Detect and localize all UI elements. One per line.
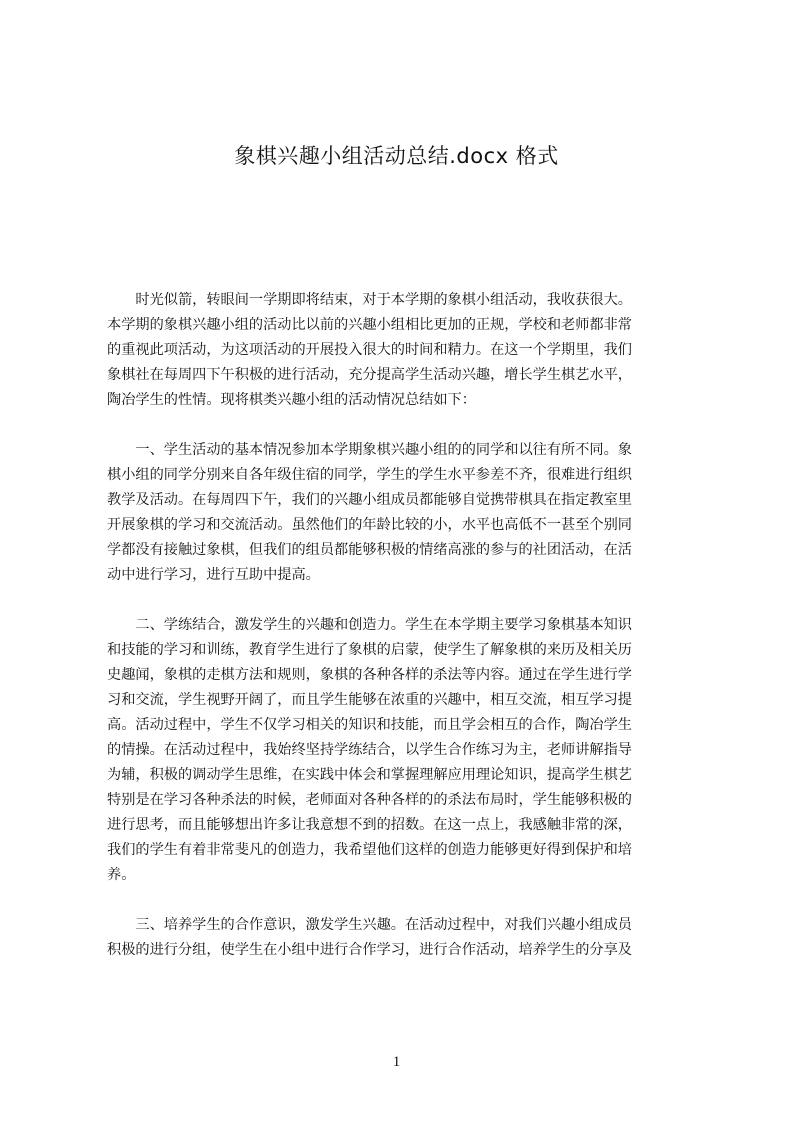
- text-line: 陶冶学生的性情。现将棋类兴趣小组的活动情况总结如下：: [107, 392, 476, 408]
- text-line: 学都没有接触过象棋，但我们的组员都能够积极的情绪高涨的参与的社团活动，在活: [107, 542, 632, 558]
- text-line: 象棋社在每周四下午积极的进行活动，充分提高学生活动兴趣，增长学生棋艺水平，: [107, 367, 632, 383]
- paragraph: [107, 288, 699, 413]
- document-body: [107, 288, 699, 988]
- paragraph: [107, 613, 699, 888]
- text-line: 进行思考，而且能够想出许多让我意想不到的招数。在这一点上，我感触非常的深，: [107, 817, 632, 833]
- text-line: 动中进行学习，进行互助中提高。: [107, 567, 320, 583]
- text-line: 时光似箭，转眼间一学期即将结束，对于本学期的象棋小组活动，我收获很大。: [107, 292, 632, 308]
- text-line: 为辅，积极的调动学生思维，在实践中体会和掌握理解应用理论知识，提高学生棋艺: [107, 767, 632, 783]
- text-line: 一、学生活动的基本情况参加本学期象棋兴趣小组的的同学和以往有所不同。象: [107, 442, 632, 458]
- text-line: 史趣闻，象棋的走棋方法和规则，象棋的各种各样的杀法等内容。通过在学生进行学: [107, 667, 632, 683]
- paragraph: [107, 438, 699, 588]
- text-line: 我们的学生有着非常斐凡的创造力，我希望他们这样的创造力能够更好得到保护和培: [107, 842, 632, 858]
- text-line: 特别是在学习各种杀法的时候，老师面对各种各样的的杀法布局时，学生能够积极的: [107, 792, 632, 808]
- text-line: 的重视此项活动，为这项活动的开展投入很大的时间和精力。在这一个学期里，我们: [107, 342, 632, 358]
- text-line: 高。活动过程中，学生不仅学习相关的知识和技能，而且学会相互的合作，陶冶学生: [107, 717, 632, 733]
- page-number: 1: [392, 1054, 401, 1070]
- text-line: 积极的进行分组，使学生在小组中进行合作学习，进行合作活动，培养学生的分享及: [107, 942, 632, 958]
- text-line: 开展象棋的学习和交流活动。虽然他们的年龄比较的小，水平也高低不一甚至个别同: [107, 517, 632, 533]
- text-line: 二、学练结合，激发学生的兴趣和创造力。学生在本学期主要学习象棋基本知识: [107, 617, 632, 633]
- text-line: 本学期的象棋兴趣小组的活动比以前的兴趣小组相比更加的正规，学校和老师都非常: [107, 317, 632, 333]
- text-line: 习和交流，学生视野开阔了，而且学生能够在浓重的兴趣中，相互交流，相互学习提: [107, 692, 632, 708]
- paragraph: [107, 913, 699, 963]
- text-line: 棋小组的同学分别来自各年级住宿的同学，学生的学生水平参差不齐，很难进行组织: [107, 467, 632, 483]
- text-line: 的情操。在活动过程中，我始终坚持学练结合，以学生合作练习为主，老师讲解指导: [107, 742, 632, 758]
- text-line: 养。: [107, 867, 136, 883]
- document-title: 象棋兴趣小组活动总结.docx 格式: [234, 144, 559, 168]
- text-line: 教学及活动。在每周四下午，我们的兴趣小组成员都能够自觉携带棋具在指定教室里: [107, 492, 632, 508]
- text-line: 三、培养学生的合作意识，激发学生兴趣。在活动过程中，对我们兴趣小组成员: [107, 917, 632, 933]
- text-line: 和技能的学习和训练，教育学生进行了象棋的启蒙，使学生了解象棋的来历及相关历: [107, 642, 632, 658]
